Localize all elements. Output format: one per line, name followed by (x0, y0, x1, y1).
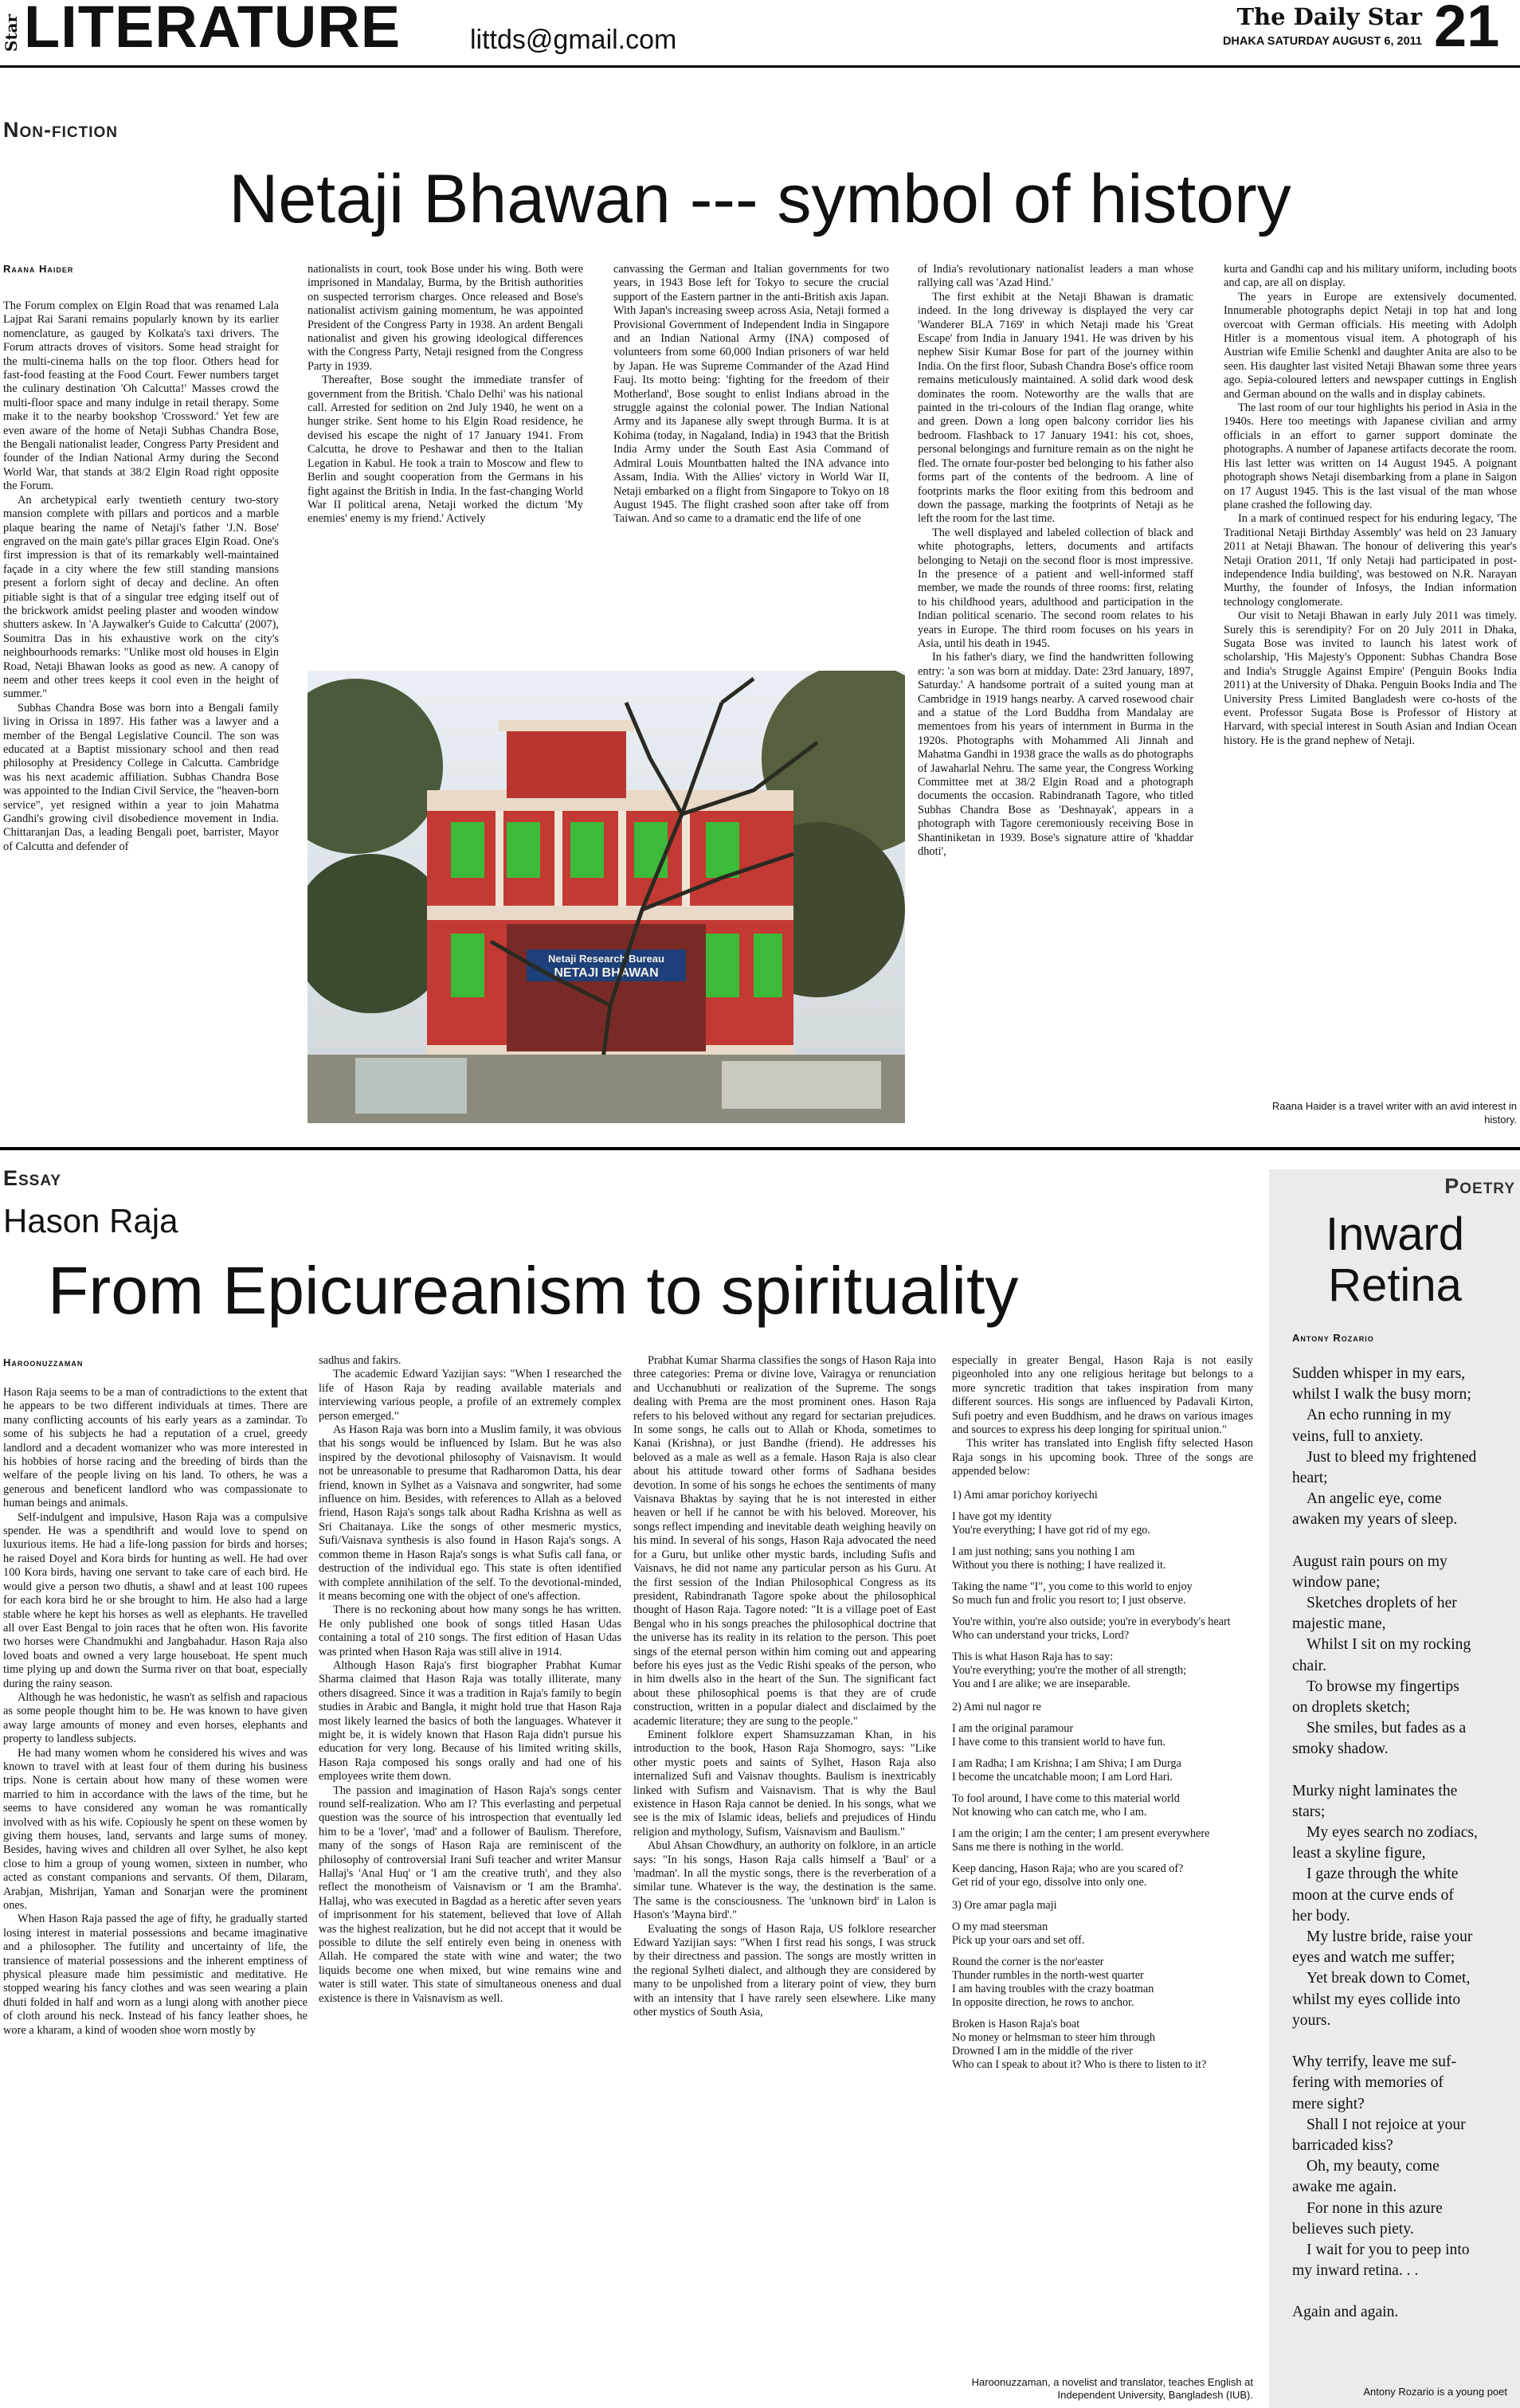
songs (952, 1489, 1253, 2072)
song-stanza (952, 1862, 1253, 1889)
netaji-bhawan-photo (308, 671, 905, 1123)
poem-line: eyes and watch me suffer; (1292, 1949, 1455, 1967)
paragraph: In a mark of continued respect for his enduring legacy, 'The Traditional Netaji Birthday Assembly' was held on 23 January 2011 at Netaji Bhawan. The honour of delivering this year's Netaji Oration 2011, 'If only Netaji had participated in post-independence India building', was bestowed on N.R. Narayan Murthy, the founder of Infosys, the Indian information technology conglomerate. (1224, 512, 1517, 609)
paragraph: Hason Raja seems to be a man of contradictions to the extent that he appears to be two different individuals at times. There are many conflicting accounts of his early years as a zamindar. To some of his subjects he had a reputation of a cruel, greedy landlord and a decadent womanizer who was more interested in his hobbies of horse racing and the breeding of birds than the welfare of the people living on his land. To others, he was a generous and beneficent landlord who was compassionate to human beings and animals. (3, 1386, 308, 1510)
section-email[interactable]: littds@gmail.com (470, 25, 677, 55)
song-line: In opposite direction, he rows to anchor. (952, 1995, 1134, 2009)
paragraph: especially in greater Bengal, Hason Raja is not easily pigeonholed into any one religious heritage but belongs to a more syncretic tradition that takes inspiration from many different sources. His songs are influenced by Padavali Kirton, Sufi poetry and even Buddhism, and he draws on various images and sources to express his deep longing for spiritual union." (952, 1354, 1253, 1437)
song-line: Not knowing who can catch me, who I am. (952, 1805, 1147, 1819)
paragraph: Although he was hedonistic, he wasn't as selfish and rapacious as some people thought him to be. He was known to have given away large amounts of money and even horses, elephants and property to landless subjects. (3, 1690, 308, 1746)
photo-illustration (308, 671, 905, 1123)
paragraph: When Hason Raja passed the age of fifty, he gradually started losing interest in material possessions and became imaginative and a philosopher. The futility and uncertainty of life, the transience of material possessions and the inherent emptiness of physical pleasure made him pessimistic and meditative. He stopped wearing his fancy clothes and was seen wearing a plain dhuti folded in half and worn as a lungi along with another piece of cloth around his neck. Instead of his fancy leather shoes, he wore a kharam, a kind of wooden shoe worn mostly by (3, 1913, 308, 2037)
poem-line: Murky night laminates the (1292, 1782, 1458, 1799)
paragraph: kurta and Gandhi cap and his military uniform, including boots and cap, are all on display. (1224, 263, 1517, 290)
article1-col5 (1224, 263, 1517, 748)
poem-line: on droplets sketch; (1292, 1699, 1411, 1717)
poem-line: window pane; (1292, 1573, 1381, 1591)
article1-headline: Netaji Bhawan --- symbol of history (229, 161, 1291, 237)
poem-line: believes such piety. (1292, 2220, 1414, 2238)
page-number: 21 (1434, 0, 1500, 59)
poem-stanza (1292, 2052, 1515, 2281)
paragraph: of India's revolutionary nationalist leaders a man whose rallying call was 'Azad Hind.' (918, 263, 1193, 290)
poem-title-line2: Retina (1328, 1259, 1462, 1311)
article2-byline: Haroonuzzaman (3, 1357, 84, 1368)
article1-col3 (613, 263, 889, 527)
song-line: I have come to this transient world to have fun. (952, 1735, 1165, 1748)
song-line: Who can understand your tricks, Lord? (952, 1628, 1130, 1642)
poem-line: my inward retina. . . (1292, 2262, 1419, 2280)
song-line: O my mad steersman (952, 1920, 1048, 1933)
poem-line: whilst I walk the busy morn; (1292, 1386, 1471, 1404)
poem-line: least a skyline figure, (1292, 1845, 1426, 1862)
song-line: I am Radha; I am Krishna; I am Shiva; I am Durga (952, 1756, 1181, 1770)
poem-line: veins, full to anxiety. (1292, 1427, 1424, 1445)
song-line: Without you there is nothing; I have realized it. (952, 1558, 1166, 1572)
poem-stanza (1292, 1552, 1515, 1760)
article2-col2 (319, 1354, 621, 2006)
masthead (0, 0, 1520, 65)
poem-line: Whilst I sit on my rocking (1306, 1636, 1471, 1654)
poem-line: An echo running in my (1306, 1407, 1451, 1424)
song-line: I have got my identity (952, 1509, 1052, 1523)
poem-line: Sudden whisper in my ears, (1292, 1365, 1466, 1382)
song-line: Sans me there is nothing in the world. (952, 1840, 1124, 1854)
song-line: I am the original paramour (952, 1721, 1074, 1735)
article2-headline: From Epicureanism to spirituality (48, 1253, 1019, 1328)
paragraph: sadhus and fakirs. (319, 1354, 402, 1367)
poem-line: Oh, my beauty, come (1306, 2158, 1440, 2175)
poem-line: She smiles, but fades as a (1306, 1720, 1467, 1737)
poem-line: smoky shadow. (1292, 1740, 1389, 1758)
paragraph: Evaluating the songs of Hason Raja, US folklore researcher Edward Yazijian says: "When I first read his songs, I was struck by their directness and passion. The songs are mostly written in the regional Sylheti dialect, and although they are considered by many to be unpolished from a literary point of view, they burn with an intensity that I have rarely seen elsewhere. Like many other mystics of South Asia, (633, 1922, 936, 2019)
paragraph: In his father's diary, we find the handwritten following entry: 'a son was born at midday. Date: 23rd January, 1897, Saturday.' A handsome portrait of a suited young man at Cambridge in 1919 hangs nearby. A carved rosewood chair and a statue of the Lord Buddha from Mandalay are mementoes from his years of internment in Burma in the 1920s. Photographs with Mohammed Ali Jinnah and Mahatma Gandhi in 1938 grace the walls as do photographs of Jawaharlal Nehru. The same year, the Congress Working Committee met at 38/2 Elgin Road and a photograph documents the occasion. Rabindranath Tagore, who titled Subhas Chandra Bose as 'Deshnayak', appears in a photograph with Tagore ceremoniously receiving Bose in Shantiniketan in 1939. Bose's signature attire of 'khaddar dhoti', (918, 651, 1193, 859)
song-line: This is what Hason Raja has to say: (952, 1650, 1114, 1663)
dateline: DHAKA SATURDAY AUGUST 6, 2011 (1222, 35, 1422, 48)
paragraph: Subhas Chandra Bose was born into a Bengali family living in Orissa in 1897. His father was a lawyer and a member of the Bengal Legislative Council. The son was educated at a Baptist missionary school and then read philosophy at Presidency College in Calcutta. Cambridge was his next academic affiliation. Subhas Chandra Bose was appointed to the Indian Civil Service, the "heaven-born service", yet resigned within a year to join Mahatma Gandhi's growing civil disobedience movement in India. Chittaranjan Das, a leading Bengali poet, barrister, Mayor of Calcutta and defender of (3, 701, 279, 853)
paragraph: The Forum complex on Elgin Road that was renamed Lala Lajpat Rai Sarani remains popularly known by its earlier nomenclature, as gauged by Kolkata's taxi drivers. The Forum attracts droves of visitors. Some head straight for the multi-cinema halls on the top floor. Others head for fast-food feasting at the Food Court. Fewer numbers target the culinary destination 'Oh Calcutta!' Masses crowd the multi-floor space and many indulge in retail therapy. Some make it to the nearby bookshop 'Crossword.' Yet few are even aware of the home of Netaji Subhas Chandra Bose, the Bengali nationalist leader, Congress Party President and founder of the Indian National Army during the Second World War, that stands at 38/2 Elgin Road right opposite the Forum. (3, 300, 279, 493)
paragraph: An archetypical early twentieth century two-story mansion complete with pillars and porticos and a marble plaque bearing the name of Netaji's father 'J.N. Bose' engraved on the main gate's pillar graces Elgin Road. One's first impression is that of its remarkably well-maintained façade in a city where the few still standing mansions present a forlorn sight of decay and decline. An often pitiable sight is that of a singular tree edging itself out of the brickwork amidst peeling plaster and wooden window shutters askew. In 'A Jaywalker's Guide to Calcutta' (2007), Soumitra Das in his exhaustive work on the city's neighbourhoods remarks: "Unlike most old houses in Elgin Road, Netaji Bhawan looks as good as new. A canopy of neem and other trees keeps it cool even in the height of summer." (3, 493, 279, 701)
poem-line: mere sight? (1292, 2095, 1365, 2112)
poem-line: Sketches droplets of her (1306, 1595, 1457, 1612)
poem-title (1275, 1209, 1515, 1311)
song-line: Who can I speak to about it? Who is there to listen to it? (952, 2058, 1207, 2071)
article1-bottom-rule (0, 1147, 1520, 1150)
song-line: Get rid of your ego, dissolve into only one. (952, 1875, 1147, 1889)
song-line: I become the uncatchable moon; I am Lord Hari. (952, 1770, 1173, 1783)
poem-line: I gaze through the white (1306, 1866, 1459, 1883)
song-line: To fool around, I have come to this material world (952, 1791, 1180, 1805)
article2-col4 (952, 1354, 1253, 2072)
poem-line: My eyes search no zodiacs, (1306, 1824, 1478, 1842)
paragraph: Eminent folklore expert Shamsuzzaman Khan, in his introduction to the book, Hason Raja Shomogro, says: "Like other mystic poets and saints of Sylhet, Hason Raja also internalized Sufi and Vaisnav thoughts. Baulism is inextricably linked with Sufism and Vaisnavism. That is why the Baul existence in Hason Raja cannot be denied. In his songs, what we see is the mix of Islamic ideas, beliefs and prejudices of Hindu religion and mythology, Sufism, Vaisnavism and Baulism." (633, 1728, 936, 1838)
poem-line: Shall I not rejoice at your (1306, 2116, 1466, 2133)
poem-line: majestic mane, (1292, 1615, 1386, 1633)
poem-line: awake me again. (1292, 2179, 1397, 2196)
article2-subject: Hason Raja (3, 1202, 178, 1239)
song-stanza (952, 2018, 1253, 2072)
poem-line: heart; (1292, 1470, 1328, 1487)
song-line: I am the origin; I am the center; I am present everywhere (952, 1827, 1210, 1840)
song-title: 3) Ore amar pagla maji (952, 1898, 1057, 1912)
section-title: LITERATURE (24, 0, 402, 60)
poetry-bio: Antony Rozario is a young poet (1363, 2386, 1507, 2398)
poem-line: fering with memories of (1292, 2074, 1444, 2092)
paragraph: The well displayed and labeled collection of black and white photographs, letters, documents and artifacts belonging to Netaji on the second floor is most impressive. In the presence of a patient and well-informed staff member, we made the rounds of three rooms: first, relating to his childhood years, adulthood and participation in the Indian political scenario. The second room relates to his years in Europe. The third room focuses on his years in Asia, until his death in 1945. (918, 526, 1193, 650)
poem-line: For none in this azure (1306, 2199, 1443, 2217)
poem-line: Yet break down to Comet, (1306, 1970, 1471, 1987)
article1-col1 (3, 300, 279, 854)
article2-kicker: Essay (3, 1166, 62, 1190)
paragraph: Abul Ahsan Chowdhury, an authority on folklore, in an article says: "In his songs, Hason Raja calls himself a 'Baul' or a 'madman'. In all the mystic songs, there is the reverberation of a similar tune. Whatever is the way, the destination is the same. The same is the consciousness. The 'unknown bird' in Lalon is Hason's 'Mayna bird'." (633, 1839, 936, 1922)
song-line: Taking the name "I", you come to this world to enjoy (952, 1580, 1193, 1593)
poetry-kicker: Poetry (1444, 1174, 1515, 1198)
song-stanza (952, 1792, 1253, 1819)
poem-line: barricaded kiss? (1292, 2136, 1393, 2154)
paragraph: The first exhibit at the Netaji Bhawan is dramatic indeed. In the long driveway is displayed the very car 'Wanderer BLA 7169' in which Netaji made his 'Great Escape' from India in January 1941. He was driven by his nephew Sisir Kumar Bose for part of the journey within India. On the first floor, Subash Chandra Bose's office room remains meticulously maintained. A solid dark wood desk dominates the room. Noteworthy are the walls that are painted in the tri-colours of the Indian flag orange, white and green. Down a long open balcony corridor lies his bedroom. Flashback to 17 January 1941: his cot, shoes, personal belongings and furniture remain as on the night he fled. The ornate four-poster bed belonging to his father also forms part of the contents of the bedroom. A line of footprints marks the floor exiting from this bedroom and down the passage, marking the footprints of Netaji as he left the room for the last time. (918, 290, 1193, 526)
song-stanza (952, 1615, 1253, 1643)
song-stanza (952, 1956, 1253, 2010)
song-stanza (952, 1722, 1253, 1749)
paragraph: nationalists in court, took Bose under his wing. Both were imprisoned in Mandalay, Burma, by the British authorities on suspected terrorism charges. Once released and Bose's nationalist activism gaining momentum, he was appointed President of the Congress Party in 1938. An ardent Bengali nationalist and given his growing ideological differences with the Congress Party, Netaji resigned from the Congress Party in 1939. (308, 263, 583, 373)
poem-line: My lustre bride, raise your (1306, 1928, 1473, 1946)
song-line: Keep dancing, Hason Raja; who are you scared of? (952, 1862, 1184, 1875)
song-line: You're within, you're also outside; you're in everybody's heart (952, 1615, 1231, 1628)
article2-col1 (3, 1386, 308, 2038)
photo-sign-line1: Netaji Research Bureau (548, 953, 664, 965)
paragraph: The last room of our tour highlights his period in Asia in the 1940s. Here too meetings with Japanese civilian and army officials in an effort to garner support dominate the photographs. A number of Japanese artifacts decorate the room. His last letter was written on 14 August 1945. A poignant photograph shows Netaji disembarking from a plane in Saigon on 17 August 1945. This is the last visual of the man whose plane crashed the following day. (1224, 401, 1517, 511)
song-line: No money or helmsman to steer him through (952, 2030, 1155, 2044)
song-stanza (952, 1650, 1253, 1691)
poem-line: An angelic eye, come (1306, 1490, 1442, 1508)
song-stanza (952, 1757, 1253, 1784)
poem-line: yours. (1292, 2011, 1331, 2029)
paragraph: Our visit to Netaji Bhawan in early July 2011 was timely. Surely this is serendipity? For on 20 July 2011 in Dhaka, Sugata Bose was invited to launch his latest work of scholarship, 'His Majesty's Opponent: Subhas Chandra Bose and India's Struggle Against Empire' (Penguin Books India 2011) at the University of Dhaka. Penguin Books India and The University Press Limited Bangladesh were co-hosts of the event. Professor Sugata Bose is Professor of History at Harvard, with special interest in South Asian and Indian Ocean history. He is the grand nephew of Netaji. (1224, 609, 1517, 747)
song-stanza (952, 1510, 1253, 1537)
song-line: I am just nothing; sans you nothing I am (952, 1545, 1135, 1558)
poem-line: stars; (1292, 1803, 1326, 1820)
star-tag: Star (2, 14, 21, 52)
paper-name: The Daily Star (1236, 3, 1422, 30)
poem-line: I wait for you to peep into (1306, 2241, 1470, 2258)
song-stanza (952, 1545, 1253, 1572)
song-line: Broken is Hason Raja's boat (952, 2017, 1080, 2030)
paragraph: This writer has translated into English fifty selected Hason Raja songs in his upcoming book. Three of the songs are appended below: (952, 1437, 1253, 1478)
paragraph: Self-indulgent and impulsive, Hason Raja was a compulsive spender. He was a spendthrift and would love to spend on luxurious items. He had a life-long passion for birds and horses; he raised Doyel and Kora birds for hunting as well. He had over 100 Kora birds, having one servant to take care of each bird. He would give a person two dhutis, a shawl and at least 100 rupees for each kora bird he or she brought to him. He also had a large stable where he kept his horses as well as elephants. He travelled all over East Bengal to join races that he often won. His favorite two horses were Chandmukhi and Jangbahadur. Hason Raja also loved boats and owned a very large houseboat. He spent much time plying up and down the Surma river on that boat, especially during the rainy season. (3, 1510, 308, 1690)
song-title: 2) Ami nul nagor re (952, 1700, 1041, 1713)
song-line: Round the corner is the nor'easter (952, 1955, 1104, 1968)
poem-line: her body. (1292, 1907, 1350, 1924)
paragraph: There is no reckoning about how many songs he has written. He only published one book of songs titled Hasan Udas containing a total of 210 songs. The first edition of Hasan Udas was printed when Hason Raja was still alive in 1914. (319, 1603, 621, 1658)
article2-col3 (633, 1354, 936, 2020)
poem-line: Again and again. (1292, 2304, 1399, 2321)
poem-line: moon at the curve ends of (1292, 1886, 1454, 1904)
article1-col4 (918, 263, 1193, 859)
paragraph: canvassing the German and Italian governments for two years, in 1943 Bose left for Tokyo to secure the crucial support of the Eastern partner in the anti-British axis Japan. With Japan's increasing sweep across Asia, Netaji formed a Provisional Government of Independent India in Singapore and an Indian National Army (INA) composed of volunteers from some 60,000 Indian prisoners of war held by Japan. He was Supreme Commander of the Azad Hind Fauj. Its motto being: 'fighting for the freedom of their Motherland', Bose sought to enlist Indians abroad in the struggle against the colonial power. The Indian National Army and its Japanese ally swept through Burma. It is at Kohima (today, in Nagaland, India) in 1943 that the British India Army under the South East Asia Command of Admiral Louis Mountbatten halted the INA advance into Assam, India. With the Allies' victory in World War II, Netaji embarked on a flight from Singapore to Tokyo on 18 August 1945. The flight crashed soon after take off from Taiwan. And so came to a dramatic end the life of one (613, 263, 889, 526)
poem-title-line1: Inward (1325, 1208, 1465, 1260)
song-line: Thunder rumbles in the north-west quarter (952, 1968, 1144, 1982)
poem-line: Why terrify, leave me suf- (1292, 2054, 1457, 2071)
song-line: You're everything; I have got rid of my ego. (952, 1523, 1150, 1537)
paragraph: Prabhat Kumar Sharma classifies the songs of Hason Raja into three categories: Prema or divine love, Vairagya or renunciation and Ucchanubhuti or realization of the Supreme. The songs dealing with Prema are the most prominent ones. Hason Raja refers to his beloved without any regard for sectarian prejudices. In some songs, he calls out to Allah or Khoda, sometimes to Kanai (Krishna), or just Bandhe (friend). He addresses his beloved as a male as well as a female. Hason Raja is also clear about his attitude toward other forms of Sadhana besides devotion. In some of his songs he echoes the sentiments of many Vaisnava Bhaktas by saying that he is not interested in either heaven or hell if he cannot be with his beloved. Moreover, his songs reflect impending and inevitable death weighing heavily on his mind. In several of his songs, Hason Raja advocated the need for a Guru, but unlike other mystic bards, including Sufis and Vaisnavs, he did not name any particular person as his Guru. At the first session of the Indian Philosophical Congress as its president, Rabindranath Tagore spoke about the philosophical thought of Hason Raja. Tagore noted: "It is a village poet of East Bengal who in his songs preaches the philosophical doctrine that the universe has its reality in its relation to the person. This poet sings of the eternal person within him coming out and appearing before his eyes just as the Vedic Rishi speaks of the person, who in him dwells also in the heart of the Sun. The significant fact about these philosophical poems is that they are of crude construction, written in a popular dialect and disclaimed by the academic literature; they are sung to the people." (633, 1354, 936, 1728)
article1-col2 (308, 263, 583, 527)
song-title: 1) Ami amar porichoy koriyechi (952, 1488, 1098, 1502)
poem-stanza (1292, 1364, 1515, 1531)
song-stanza (952, 1827, 1253, 1854)
poem-line: chair. (1292, 1657, 1326, 1674)
paragraph: The passion and imagination of Hason Raja's songs center round self-realization. Who am I? This everlasting and perpetual question was the source of his introspection that eventually led him to be a 'lover', 'mad' and a follower of Baulism. Therefore, many of the songs of Hason Raja are reminiscent of the philosophy of controversial Irani Sufi teacher and writer Mansur Hallaj's 'Anal Huq' or 'I am the creative truth', and they also reflect the monotheism of Vaisnavism or 'I am the Bramha'. Hallaj, who was executed in Bagdad as a heretic after seven years of imprisonment for his statement, believed that love of Allah was the highest realization, but he did not accept that it would be possible to dilute the self entirely even being in oneness with Allah. He compared the state with wine and water; the two liquids become one when mixed, but wine remains wine and water is still water. This state of simultaneous oneness and dual existence is there in Vaisnavism as well. (319, 1783, 621, 2005)
masthead-rule (0, 65, 1520, 68)
poem-line: Just to bleed my frightened (1306, 1448, 1477, 1466)
song-stanza (952, 1580, 1253, 1607)
song-line: I am having troubles with the crazy boatman (952, 1982, 1154, 1995)
poem-line: August rain pours on my (1292, 1552, 1448, 1570)
poem-stanza (1292, 1781, 1515, 2031)
article2-bio: Haroonuzzaman, a novelist and translator, teaches English at Independent University, Bangladesh (IUB). (971, 2376, 1253, 2401)
poetry-byline: Antony Rozario (1292, 1332, 1374, 1344)
song-line: So much fun and frolic you resort to; I just observe. (952, 1593, 1186, 1607)
paragraph: The years in Europe are extensively documented. Innumerable photographs depict Netaji in top hat and long overcoat with German officials. His meeting with Adolph Hitler is a momentous visual item. A photograph of his Austrian wife Emilie Schenkl and daughter Anita are also to be seen. His daughter last visited Netaji Bhawan some three years ago. Sepia-coloured letters and newspaper cuttings in English and German abound on the walls and in display cabinets. (1224, 290, 1517, 401)
photo-sign-line2: NETAJI BHAWAN (554, 966, 659, 980)
paragraph: The academic Edward Yazijian says: "When I researched the life of Hason Raja by reading available materials and interviewing various people, a profile of an extremely complex person emerged." (319, 1368, 621, 1423)
poem-line: To browse my fingertips (1306, 1678, 1459, 1695)
paragraph: As Hason Raja was born into a Muslim family, it was obvious that his songs would be influenced by Islam. But he was also inspired by the devotional philosophy of Vaisnavism. It would not be unreasonable to presume that Radharomon Datta, his dear friend, known in Sylhet as a Vaisnava and songwriter, had some influence on him. Besides, with references to Allah as a beloved friend, Hason Raja's songs talk about Radha Krishna as well as Sri Chaitanaya. Like the songs of other mesmeric mystics, Sufi/Vaisnava synthesis is also found in Hason Raja's songs. A common theme in Hason Raja's songs is what Sufis call fana, or destruction of the individual ego. This state is often identified with complete annihilation of the self. To the devotional-minded, it means becoming one with the object of one's affection. (319, 1423, 621, 1603)
paragraph: He had many women whom he considered his wives and was known to travel with at least four of them during his business trips. None is certain about how many of these women were married to him in accordance with the laws of the time, but he seems to have considered any woman he was romantically involved with as his wife. Copiously he spent on these women by giving them houses, land, servants and large sums of money. Besides, having wives and children all over Sylhet, he also kept close to him a group of young women, sixteen in number, who acted as constant companions and servants. Of them, Dilaram, Arabjan, Mishrijan, Yaman and Sonarjan were the prominent ones. (3, 1746, 308, 1913)
poem-line: awaken my years of sleep. (1292, 1511, 1458, 1529)
paragraph: Although Hason Raja's first biographer Prabhat Kumar Sharma claimed that Hason Raja was totally illiterate, many others disagreed. Since it was a tradition in Raja's family to begin studies in Arabic and Bangla, it might hold true that Hason Raja most likely learned the basics of both the languages. Whatever it might be, it is widely known that Hason Raja didn't pursue his education for very long. Because of his limited writing skills, Hason Raja composed his songs orally and had one of his employees write them down. (319, 1658, 621, 1783)
song-line: Pick up your oars and set off. (952, 1933, 1085, 1947)
song-line: You and I are alike; we are inseparable. (952, 1677, 1130, 1690)
poem-line: whilst my eyes collide into (1292, 1991, 1461, 2008)
article1-kicker: Non-fiction (3, 118, 118, 142)
poem-stanza (1292, 2302, 1515, 2323)
song-line: Drowned I am in the middle of the river (952, 2044, 1133, 2058)
article1-byline: Raana Haider (3, 263, 74, 275)
song-line: You're everything; you're the mother of all strength; (952, 1663, 1187, 1677)
poem-body (1292, 1364, 1515, 2324)
paragraph: Thereafter, Bose sought the immediate transfer of government from the British. 'Chalo Delhi' was his national call. Arrested for sedition on 2nd July 1940, he went on a hunger strike. Sent home to his Elgin Road residence, he devised his escape the night of 17 January 1941. From Calcutta, he drove to Peshawar and then to the Italian Legation in Kabul. He took a train to Moscow and flew to Berlin and sought cooperation from the Germans in his fight against the British in India. In the fast-changing World War II political arena, Netaji worked the dictum 'My enemies' enemy is my friend.' Actively (308, 374, 583, 526)
article1-bio: Raana Haider is a travel writer with an avid interest in history. (1271, 1100, 1517, 1126)
song-stanza (952, 1921, 1253, 1948)
